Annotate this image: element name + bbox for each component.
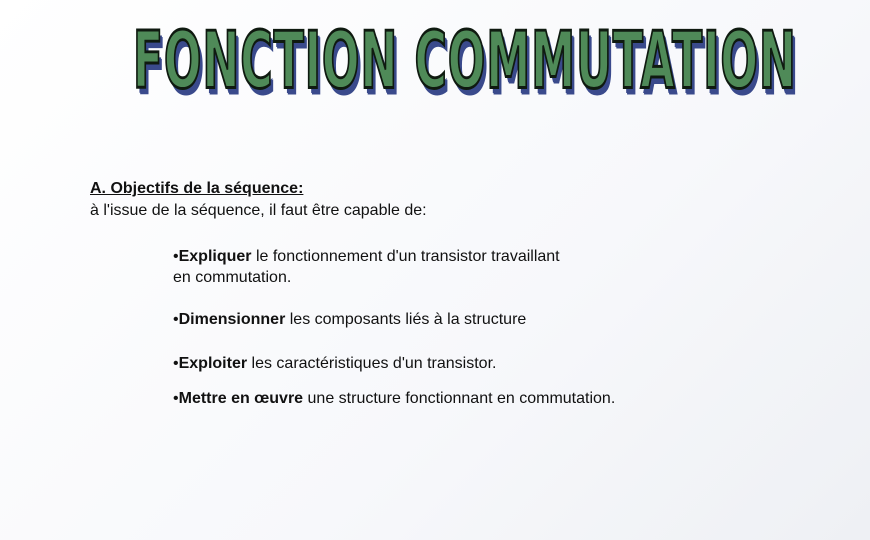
- bullet-marker: •: [173, 311, 179, 328]
- objective-text: le fonctionnement d'un transistor travaillant: [251, 248, 560, 265]
- objective-verb: Expliquer: [178, 248, 252, 265]
- objective-item: [173, 353, 693, 374]
- objective-item: [173, 309, 693, 330]
- section-heading: A. Objectifs de la séquence:: [90, 180, 304, 197]
- section-intro: à l'issue de la séquence, il faut être capable de:: [90, 202, 427, 219]
- objective-text-continued: en commutation.: [173, 269, 292, 286]
- bullet-marker: •: [173, 248, 179, 265]
- objective-text: une structure fonctionnant en commutation.: [303, 390, 616, 407]
- slide-title: [60, 14, 797, 122]
- bullet-marker: •: [173, 390, 179, 407]
- objective-text: les caractéristiques d'un transistor.: [247, 355, 497, 372]
- objective-verb: Mettre en œuvre: [178, 390, 304, 407]
- slide-title-text: FONCTION COMMUTATION: [132, 14, 797, 107]
- objective-verb: Exploiter: [178, 355, 248, 372]
- bullet-marker: •: [173, 355, 179, 372]
- objective-text: les composants liés à la structure: [285, 311, 527, 328]
- objective-item: [173, 388, 693, 409]
- objective-item: [173, 246, 693, 288]
- objective-verb: Dimensionner: [178, 311, 286, 328]
